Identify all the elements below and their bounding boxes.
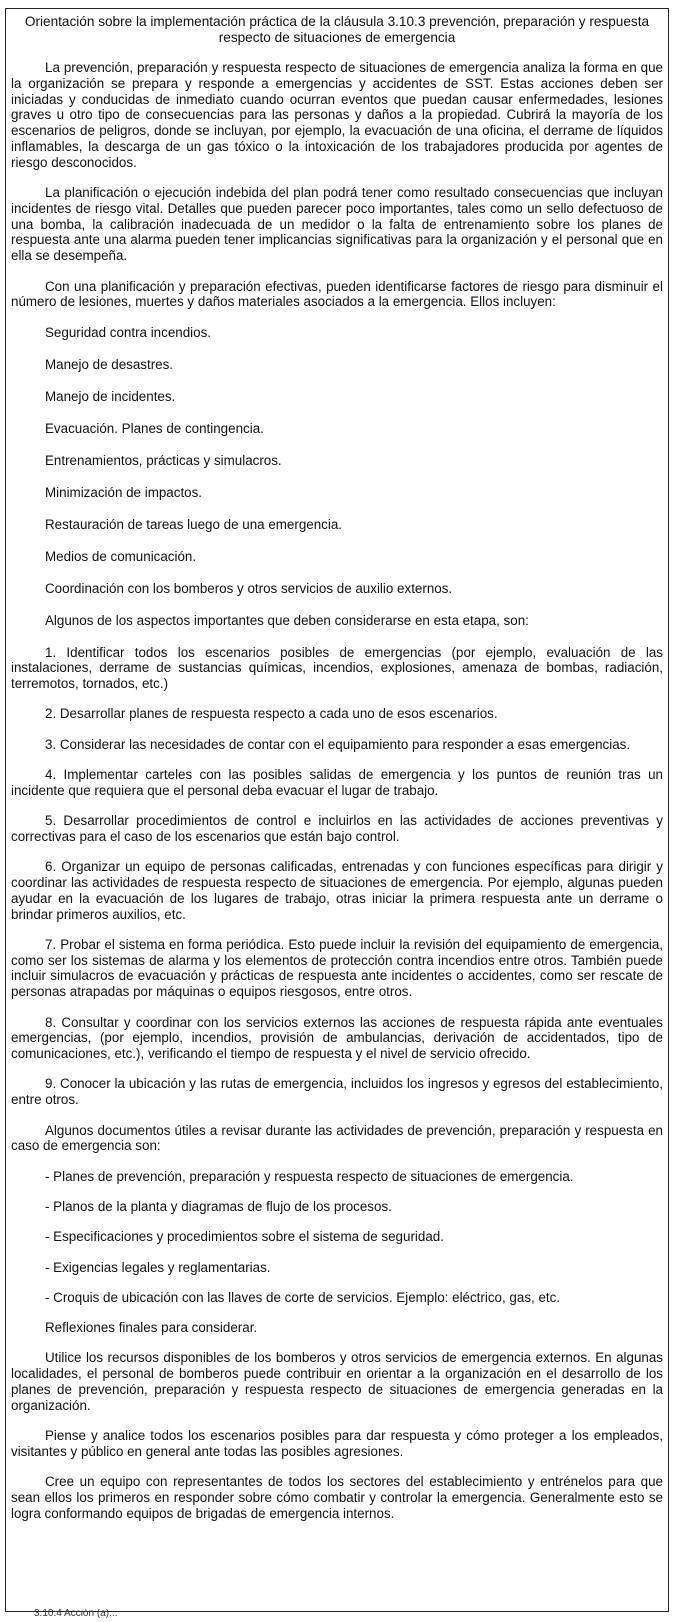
reflections-heading: Reflexiones finales para considerar. (45, 1320, 258, 1336)
factor-item: Coordinación con los bomberos y otros servicios de auxilio externos. (45, 580, 453, 596)
aspect-item: 7. Probar el sistema en forma periódica. Esto puede incluir la revisión del equipamiento de emergencia, como ser los sistemas de alarma y los elementos de protección contra incendios entre otros. También puede incluir simulacros de evacuación y prácticas de respuesta ante incidentes o accidentes, como ser rescate de personas atrapadas por máquinas o equipos riesgosos, entre otros. (11, 936, 663, 1000)
aspect-item: 2. Desarrollar planes de respuesta respecto a cada uno de esos escenarios. (45, 706, 498, 722)
aspect-item: 8. Consultar y coordinar con los servicios externos las acciones de respuesta rápida ante eventuales emergencias, (por ejemplo, incendios, provisión de ambulancias, derivación de accidentados, tipo de comunicaciones, etc.), verificando el tiempo de respuesta y el nivel de servicio ofrecido. (11, 1014, 663, 1062)
reflection-paragraph: Piense y analice todos los escenarios posibles para dar respuesta y cómo proteger a los empleados, visitantes y público en general ante todas las posibles agresiones. (11, 1428, 663, 1459)
aspect-item: 3. Considerar las necesidades de contar con el equipamiento para responder a esas emergencias. (45, 736, 631, 752)
aspects-intro: Algunos de los aspectos importantes que deben considerarse en esta etapa, son: (45, 612, 529, 628)
intro-paragraph: Con una planificación y preparación efectivas, pueden identificarse factores de riesgo para disminuir el número de lesiones, muertes y daños materiales asociados a la emergencia. Ellos incluyen: (11, 278, 663, 310)
factor-item: Medios de comunicación. (45, 548, 197, 564)
intro-paragraph: La prevención, preparación y respuesta respecto de situaciones de emergencia analiza la forma en que la organización se prepara y responde a emergencias y accidentes de SST. Estas acciones deben ser iniciadas y conducidas de inmediato cuando ocurran eventos que puedan causar enfermedades, lesiones graves u otro tipo de consecuencias para las personas y daños a la propiedad. Cubrirá la mayoría de los escenarios de peligros, donde se incluyan, por ejemplo, la evacuación de una oficina, el derrame de líquidos inflamables, la descarga de un gas tóxico o la intoxicación de los trabajadores producida por agentes de riesgo desconocidos. (11, 60, 663, 170)
aspect-item: 4. Implementar carteles con las posibles salidas de emergencia y los puntos de reunión tras un incidente que requiera que el personal deba evacuar el lugar de trabajo. (11, 766, 663, 798)
factor-item: Manejo de desastres. (45, 356, 174, 372)
factor-item: Restauración de tareas luego de una emergencia. (45, 516, 343, 532)
aspect-item: 6. Organizar un equipo de personas calificadas, entrenadas y con funciones específicas para dirigir y coordinar las actividades de respuesta respecto de situaciones de emergencia. Por ejemplo, algunas pueden ayudar en la evacuación de los lugares de trabajo, otras iniciar la primera respuesta ante un derrame o brindar primeros auxilios, etc. (11, 859, 663, 922)
aspect-item: 5. Desarrollar procedimientos de control e incluirlos en las actividades de acciones preventivas y correctivas para el caso de los escenarios que están bajo control. (11, 813, 663, 844)
aspect-item: 1. Identificar todos los escenarios posibles de emergencias (por ejemplo, evaluación de las instalaciones, derrame de sustancias químicas, incendios, explosiones, amenaza de bombas, radiación, terremotos, tornados, etc.) (11, 644, 663, 692)
factor-item: Manejo de incidentes. (45, 388, 176, 404)
aspect-item: 9. Conocer la ubicación y las rutas de emergencia, incluidos los ingresos y egresos del establecimiento, entre otros. (11, 1076, 663, 1108)
next-section-fragment: 3.10.4 Acción (a)... (34, 1609, 118, 1619)
document-title: Orientación sobre la implementación práctica de la cláusula 3.10.3 prevención, preparación y respuesta respecto de situaciones de emergencia (24, 14, 650, 45)
document-list-item: - Planes de prevención, preparación y respuesta respecto de situaciones de emergencia. (45, 1168, 574, 1184)
document-list-item: - Croquis de ubicación con las llaves de corte de servicios. Ejemplo: eléctrico, gas, etc. (45, 1289, 561, 1305)
document-list-item: - Exigencias legales y reglamentarias. (45, 1259, 271, 1275)
factor-item: Evacuación. Planes de contingencia. (45, 420, 264, 436)
reflection-paragraph: Cree un equipo con representantes de todos los sectores del establecimiento y entrénelos para que sean ellos los primeros en responder sobre cómo combatir y controlar la emergencia. Generalmente esto se logra conformando equipos de brigadas de emergencia internos. (11, 1474, 663, 1521)
intro-paragraph: La planificación o ejecución indebida del plan podrá tener como resultado consecuencias que incluyan incidentes de riesgo vital. Detalles que pueden parecer poco importantes, tales como un sello defectuoso de una bomba, la calibración inadecuada de un medidor o la falta de entrenamiento sobre los planes de respuesta ante una alarma pueden tener implicancias significativas para la organización y el personal que en ella se desempeña. (11, 185, 663, 264)
factor-item: Seguridad contra incendios. (45, 324, 212, 340)
factor-item: Minimización de impactos. (45, 484, 203, 500)
documents-intro: Algunos documentos útiles a revisar durante las actividades de prevención, preparación y respuesta en caso de emergencia son: (11, 1122, 663, 1154)
factor-item: Entrenamientos, prácticas y simulacros. (45, 452, 282, 468)
document-list-item: - Especificaciones y procedimientos sobre el sistema de seguridad. (45, 1229, 444, 1245)
document-body (11, 14, 663, 1536)
reflection-paragraph: Utilice los recursos disponibles de los bomberos y otros servicios de emergencia externos. En algunas localidades, el personal de bomberos puede contribuir en orientar a la organización en el desarrollo de los planes de prevención, preparación y respuesta respecto de situaciones de emergencia generadas en la organización. (11, 1350, 663, 1413)
document-list-item: - Planos de la planta y diagramas de flujo de los procesos. (45, 1198, 392, 1214)
